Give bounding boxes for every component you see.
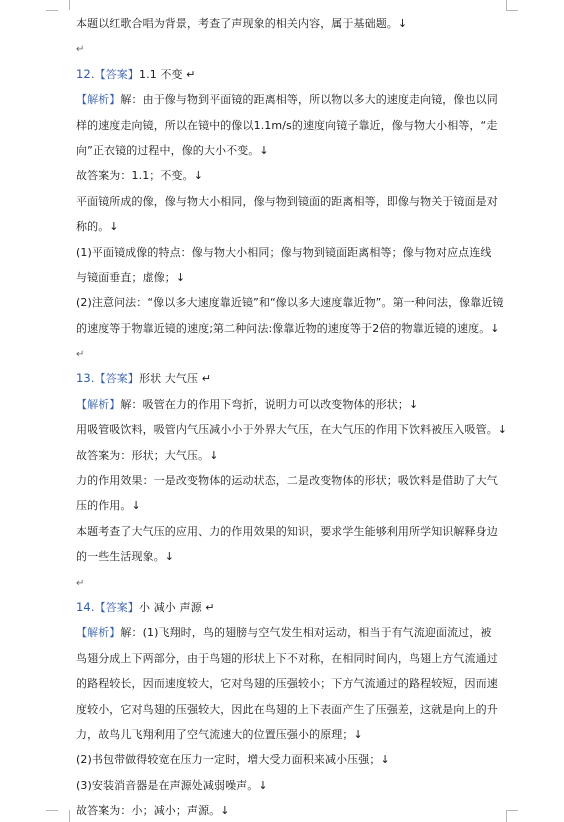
text-line [76,113,512,138]
line-text: 平面镜所成的像，像与物大小相同，像与物到镜面的距离相等，即像与物关于镜面是对 [76,194,498,208]
line-text: 的路程较长，因而速度较大，它对鸟翅的压强较小；下方气流通过的路程较短，因而速 [76,677,498,691]
line-text: (2)书包带做得较宽在压力一定时，增大受力面积来减小压强；↓ [76,753,390,767]
line-text: 的速度等于物靠近镜的速度;第二种问法:像靠近物的速度等于2倍的物靠近镜的速度。↓ [76,321,500,335]
line-text: 度较小，它对鸟翅的压强较大，因此在鸟翅的上下表面产生了压强差，这就是向上的升 [76,702,498,716]
text-line [76,722,512,747]
text-line [76,62,512,87]
text-line [76,341,512,366]
text-line [76,595,512,620]
text-line [76,519,512,544]
line-text: 故答案为：形状；大气压。↓ [76,448,219,462]
line-text: 的一些生活现象。↓ [76,550,175,564]
page-corner-mark [46,10,58,11]
paragraph-mark: ↵ [76,44,85,56]
line-text: 力，故鸟儿飞翔利用了空气流速大的位置压强小的原理；↓ [76,727,363,741]
text-line [76,87,512,112]
paragraph-mark: ↵ [76,577,85,589]
line-text: 形状 大气压 ↵ [139,372,212,386]
text-line [76,646,512,671]
section-tag: 【答案】 [94,600,139,614]
text-line [76,36,512,61]
line-text: 故答案为：1.1；不变。↓ [76,169,204,183]
line-text: 本题以红歌合唱为背景，考查了声现象的相关内容，属于基础题。↓ [76,17,408,30]
section-tag: 【解析】 [76,626,121,640]
text-line [76,214,512,239]
line-text: 故答案为：小；减小；声源。↓ [76,804,230,818]
line-text: (1)平面镜成像的特点：像与物大小相同；像与物到镜面距离相等；像与物对应点连线 [76,245,492,259]
text-line [76,366,512,391]
line-text: 用吸管吸饮料，吸管内气压减小小于外界大气压，在大气压的作用下饮料被压入吸管。↓ [76,423,508,437]
line-text: 小 减小 声源 ↵ [139,600,215,614]
text-line [76,798,512,822]
line-text: 解：由于像与物到平面镜的距离相等，所以物以多大的速度走向镜，像也以同 [120,93,498,107]
text-line [76,240,512,265]
question-number: 14. [76,599,95,614]
line-text: 称的。↓ [76,220,119,234]
page-corner-mark [58,810,70,822]
page-corner-mark [46,810,58,811]
text-line [76,265,512,290]
text-line [76,671,512,696]
section-tag: 【答案】 [94,67,139,81]
text-line [76,697,512,722]
line-text: 压的作用。↓ [76,499,141,513]
text-line [76,290,512,315]
text-line [76,189,512,214]
paragraph-mark: ↵ [76,349,85,361]
text-line [76,316,512,341]
section-tag: 【答案】 [94,372,139,386]
document-body [76,11,512,822]
page-corner-mark [506,0,518,10]
text-line [76,138,512,163]
line-text: 解：吸管在力的作用下弯折，说明力可以改变物体的形状；↓ [120,397,419,411]
text-line [76,570,512,595]
line-text: (3)安装消音器是在声源处减弱噪声。↓ [76,778,268,792]
line-text: 力的作用效果：一是改变物体的运动状态，二是改变物体的形状；吸饮料是借助了大气 [76,474,498,488]
line-text: 解：(1)飞翔时，鸟的翅膀与空气发生相对运动，相当于有气流迎面流过，被 [120,626,492,640]
line-text: 鸟翅分成上下两部分，由于鸟翅的形状上下不对称，在相同时间内，鸟翅上方气流通过 [76,651,498,665]
text-line [76,468,512,493]
text-line [76,747,512,772]
text-line [76,493,512,518]
line-text: 本题考查了大气压的应用、力的作用效果的知识，要求学生能够利用所学知识解释身边 [76,524,498,538]
question-number: 13. [76,371,95,386]
page-corner-mark [58,0,70,10]
text-line [76,544,512,569]
text-line [76,417,512,442]
text-line [76,620,512,645]
text-line [76,163,512,188]
line-text: 样的速度走向镜，所以在镜中的像以1.1m/s的速度向镜子靠近，像与物大小相等，“走 [76,118,498,132]
text-line [76,443,512,468]
text-line [76,11,512,36]
line-text: (2)注意问法：“像以多大速度靠近镜”和“像以多大速度靠近物”。第一种问法，像靠近镜 [76,296,504,310]
line-text: 1.1 不变 ↵ [139,67,196,81]
section-tag: 【解析】 [76,397,121,411]
section-tag: 【解析】 [76,93,121,107]
text-line [76,773,512,798]
question-number: 12. [76,66,95,81]
text-line [76,392,512,417]
line-text: 与镜面垂直；虚像；↓ [76,270,186,284]
line-text: 向”正衣镜的过程中，像的大小不变。↓ [76,143,269,157]
